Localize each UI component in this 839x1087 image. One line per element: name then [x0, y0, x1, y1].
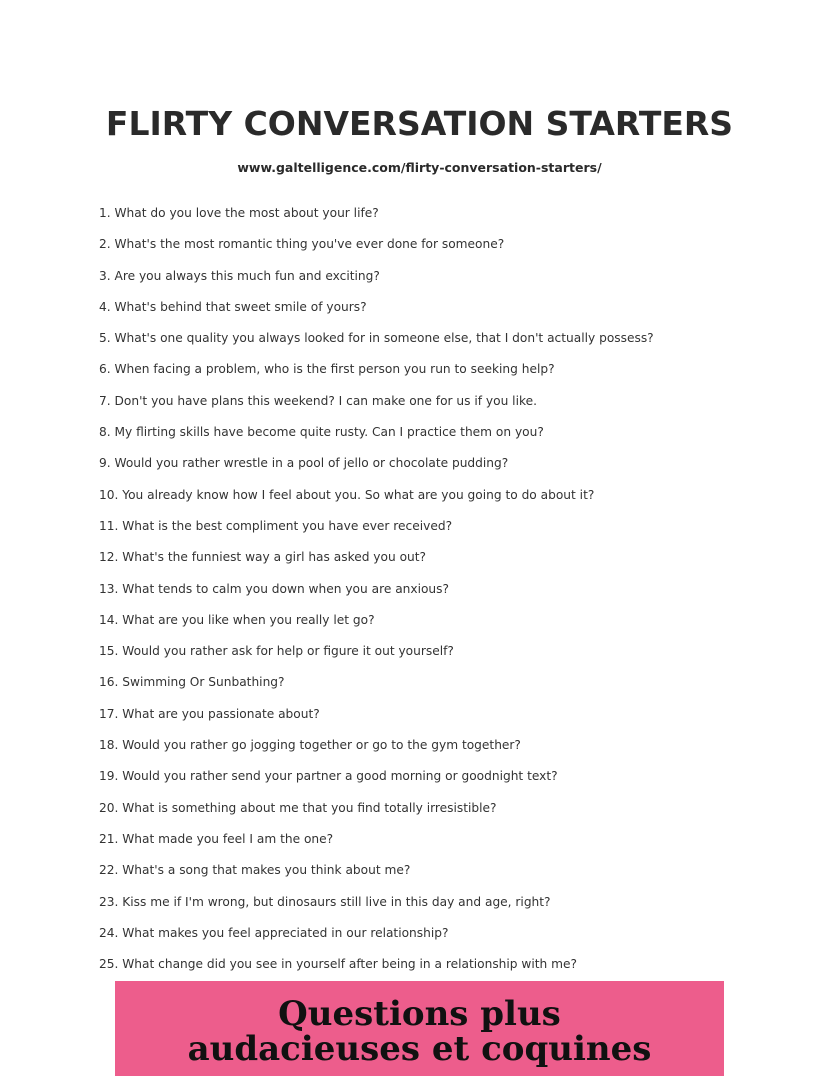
- question-item: 16. Swimming Or Sunbathing?: [99, 675, 285, 690]
- question-item: 11. What is the best compliment you have ever received?: [99, 518, 453, 533]
- question-item: 7. Don't you have plans this weekend? I can make one for us if you like.: [99, 393, 537, 408]
- question-item: 17. What are you passionate about?: [99, 706, 320, 721]
- question-item: 3. Are you always this much fun and exciting?: [99, 268, 380, 283]
- banner-line-2: audacieuses et coquines: [187, 1029, 652, 1069]
- question-item: 24. What makes you feel appreciated in our relationship?: [99, 925, 449, 940]
- question-item: 9. Would you rather wrestle in a pool of jello or chocolate pudding?: [99, 456, 509, 471]
- banner-line-1: Questions plus: [278, 994, 561, 1034]
- question-item: 25. What change did you see in yourself after being in a relationship with me?: [99, 957, 577, 972]
- question-item: 2. What's the most romantic thing you've ever done for someone?: [99, 237, 505, 252]
- question-item: 14. What are you like when you really let go?: [99, 612, 375, 627]
- question-list: [99, 203, 654, 985]
- question-item: 6. When facing a problem, who is the first person you run to seeking help?: [99, 362, 555, 377]
- question-item: 18. Would you rather go jogging together or go to the gym together?: [99, 738, 521, 753]
- question-item: 19. Would you rather send your partner a good morning or goodnight text?: [99, 769, 558, 784]
- question-item: 4. What's behind that sweet smile of yours?: [99, 299, 367, 314]
- question-item: 22. What's a song that makes you think about me?: [99, 863, 411, 878]
- question-item: 8. My flirting skills have become quite rusty. Can I practice them on you?: [99, 425, 544, 440]
- question-item: 21. What made you feel I am the one?: [99, 831, 334, 846]
- question-item: 5. What's one quality you always looked for in someone else, that I don't actually possess?: [99, 331, 654, 346]
- source-url: www.galtelligence.com/flirty-conversation-starters/: [237, 160, 602, 175]
- question-item: 13. What tends to calm you down when you are anxious?: [99, 581, 449, 596]
- question-item: 12. What's the funniest way a girl has asked you out?: [99, 550, 426, 565]
- question-item: 1. What do you love the most about your life?: [99, 206, 379, 220]
- caption-banner: [115, 981, 724, 1076]
- page-title: FLIRTY CONVERSATION STARTERS: [105, 104, 734, 143]
- question-item: 10. You already know how I feel about you. So what are you going to do about it?: [99, 487, 595, 502]
- question-item: 23. Kiss me if I'm wrong, but dinosaurs still live in this day and age, right?: [99, 894, 551, 909]
- question-item: 20. What is something about me that you find totally irresistible?: [99, 800, 497, 815]
- question-item: 15. Would you rather ask for help or figure it out yourself?: [99, 644, 454, 659]
